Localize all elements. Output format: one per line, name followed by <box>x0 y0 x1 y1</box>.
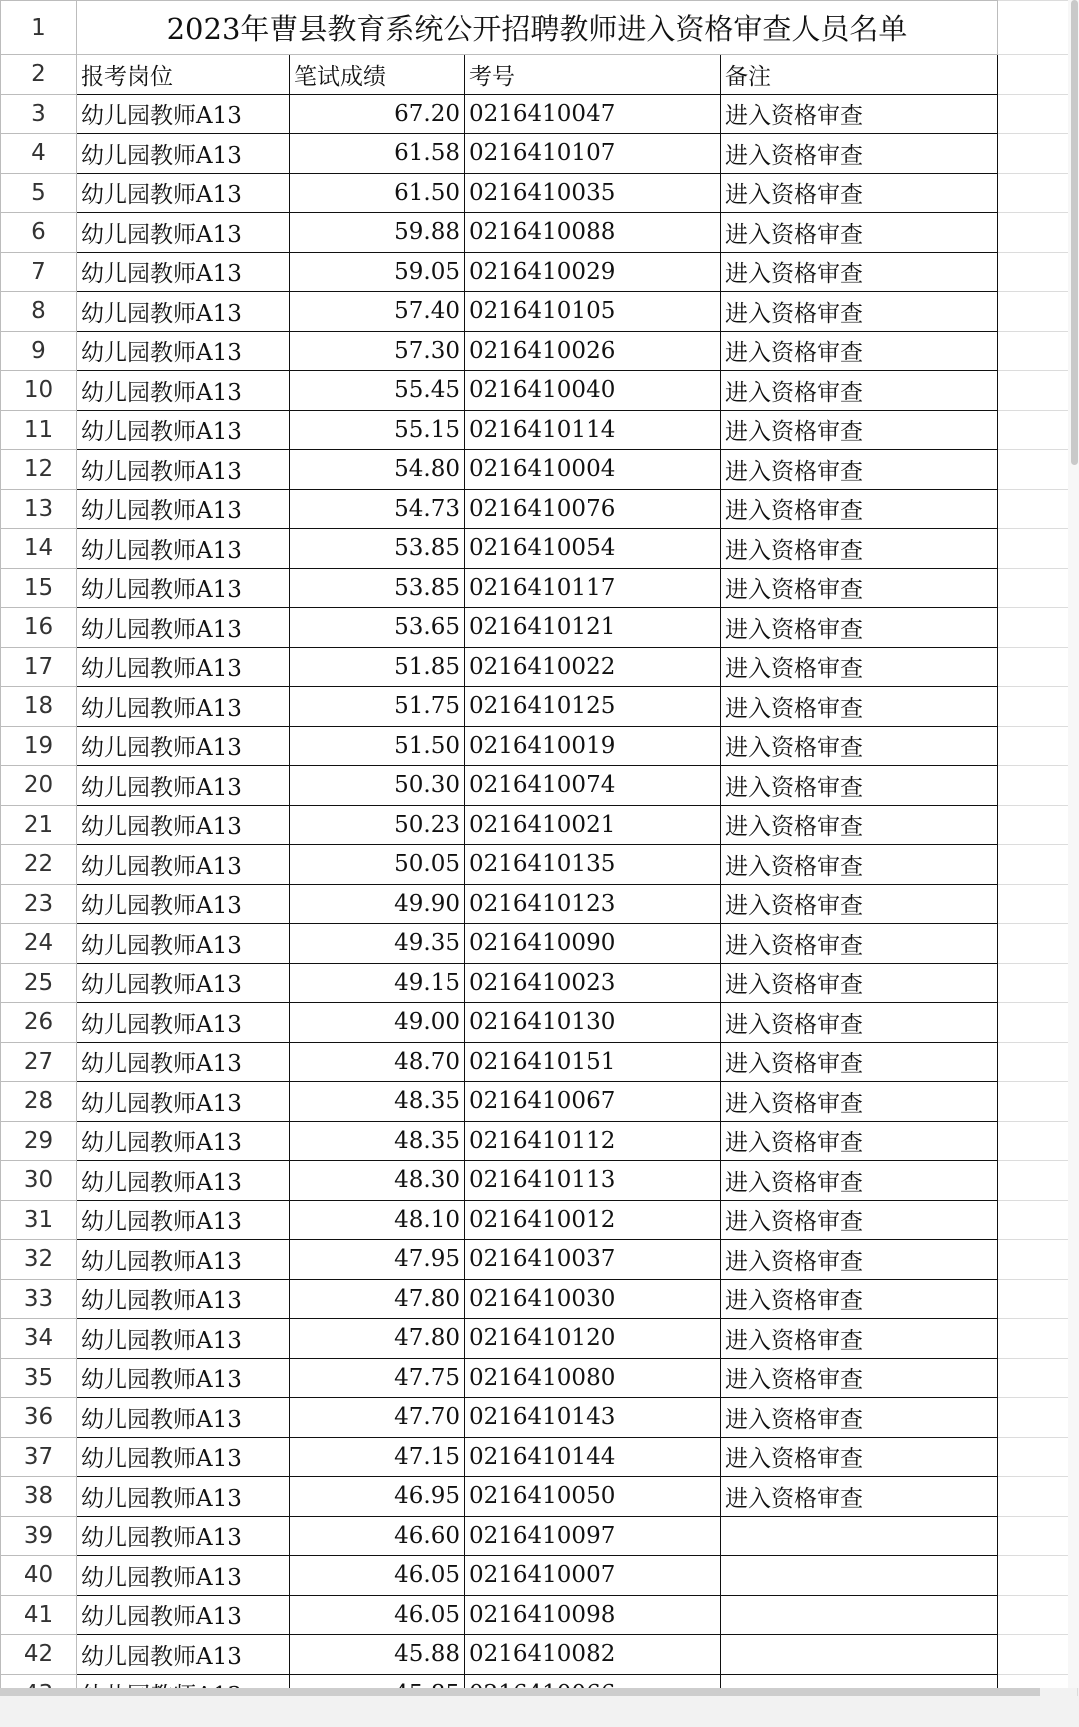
cell-score[interactable]: 48.30 <box>290 1161 465 1201</box>
cell-note[interactable]: 进入资格审查 <box>721 1161 998 1201</box>
cell-position[interactable]: 幼儿园教师A13 <box>77 1516 290 1556</box>
cell-note[interactable]: 进入资格审查 <box>721 687 998 727</box>
row-number[interactable]: 23 <box>1 884 77 924</box>
cell-position[interactable]: 幼儿园教师A13 <box>77 1200 290 1240</box>
cell-note[interactable]: 进入资格审查 <box>721 1240 998 1280</box>
empty-cell[interactable] <box>998 963 1078 1003</box>
cell-position[interactable]: 幼儿园教师A13 <box>77 1319 290 1359</box>
cell-note[interactable]: 进入资格审查 <box>721 568 998 608</box>
cell-note[interactable] <box>721 1556 998 1596</box>
cell-score[interactable]: 59.88 <box>290 213 465 253</box>
cell-note[interactable]: 进入资格审查 <box>721 963 998 1003</box>
table-row <box>1 371 1078 411</box>
table-row <box>1 134 1078 174</box>
cell-score[interactable]: 49.15 <box>290 963 465 1003</box>
cell-score[interactable]: 49.35 <box>290 924 465 964</box>
row-number[interactable]: 26 <box>1 1003 77 1043</box>
empty-cell[interactable] <box>998 647 1078 687</box>
cell-position[interactable]: 幼儿园教师A13 <box>77 1240 290 1280</box>
row-number[interactable]: 25 <box>1 963 77 1003</box>
row-number[interactable]: 30 <box>1 1161 77 1201</box>
cell-score[interactable]: 47.70 <box>290 1398 465 1438</box>
cell-note[interactable]: 进入资格审查 <box>721 845 998 885</box>
row-number[interactable]: 4 <box>1 134 77 174</box>
cell-exam-no[interactable]: 0216410123 <box>465 884 721 924</box>
row-number[interactable]: 20 <box>1 766 77 806</box>
cell-position[interactable]: 幼儿园教师A13 <box>77 963 290 1003</box>
cell-exam-no[interactable]: 0216410035 <box>465 173 721 213</box>
cell-position[interactable]: 幼儿园教师A13 <box>77 1635 290 1675</box>
cell-position[interactable]: 幼儿园教师A13 <box>77 1161 290 1201</box>
cell-score[interactable]: 48.10 <box>290 1200 465 1240</box>
empty-cell[interactable] <box>998 1556 1078 1596</box>
cell-note[interactable]: 进入资格审查 <box>721 410 998 450</box>
row-number[interactable]: 13 <box>1 489 77 529</box>
cell-note[interactable]: 进入资格审查 <box>721 1121 998 1161</box>
cell-position[interactable]: 幼儿园教师A13 <box>77 292 290 332</box>
cell-exam-no[interactable]: 0216410022 <box>465 647 721 687</box>
row-number[interactable]: 14 <box>1 529 77 569</box>
row-number[interactable]: 35 <box>1 1358 77 1398</box>
cell-score[interactable]: 47.15 <box>290 1437 465 1477</box>
table-row <box>1 450 1078 490</box>
cell-exam-no[interactable]: 0216410021 <box>465 805 721 845</box>
cell-note[interactable]: 进入资格审查 <box>721 608 998 648</box>
empty-cell[interactable] <box>998 1516 1078 1556</box>
cell-score[interactable]: 50.30 <box>290 766 465 806</box>
cell-score[interactable]: 47.80 <box>290 1319 465 1359</box>
cell-exam-no[interactable]: 0216410050 <box>465 1477 721 1517</box>
table-row <box>1 1003 1078 1043</box>
row-number[interactable]: 19 <box>1 726 77 766</box>
row-number[interactable]: 1 <box>1 1 77 55</box>
cell-position[interactable]: 幼儿园教师A13 <box>77 213 290 253</box>
table-row <box>1 1082 1078 1122</box>
empty-cell[interactable] <box>998 410 1078 450</box>
cell-score[interactable]: 55.15 <box>290 410 465 450</box>
header-row <box>1 55 1078 95</box>
table-row <box>1 687 1078 727</box>
cell-note[interactable]: 进入资格审查 <box>721 1437 998 1477</box>
cell-note[interactable]: 进入资格审查 <box>721 1082 998 1122</box>
cell-note[interactable]: 进入资格审查 <box>721 252 998 292</box>
table-row <box>1 726 1078 766</box>
cell-exam-no[interactable]: 0216410040 <box>465 371 721 411</box>
cell-note[interactable]: 进入资格审查 <box>721 1358 998 1398</box>
empty-cell[interactable] <box>998 884 1078 924</box>
empty-cell[interactable] <box>998 1319 1078 1359</box>
cell-exam-no[interactable]: 0216410067 <box>465 1082 721 1122</box>
cell-score[interactable]: 47.95 <box>290 1240 465 1280</box>
cell-position[interactable]: 幼儿园教师A13 <box>77 766 290 806</box>
cell-exam-no[interactable]: 0216410151 <box>465 1042 721 1082</box>
cell-position[interactable]: 幼儿园教师A13 <box>77 331 290 371</box>
table-row <box>1 845 1078 885</box>
row-number[interactable]: 40 <box>1 1556 77 1596</box>
empty-cell[interactable] <box>998 1042 1078 1082</box>
table-row <box>1 766 1078 806</box>
cell-note[interactable]: 进入资格审查 <box>721 292 998 332</box>
cell-exam-no[interactable]: 0216410130 <box>465 1003 721 1043</box>
cell-position[interactable]: 幼儿园教师A13 <box>77 1082 290 1122</box>
cell-position[interactable]: 幼儿园教师A13 <box>77 529 290 569</box>
cell-score[interactable]: 57.40 <box>290 292 465 332</box>
table-row <box>1 568 1078 608</box>
cell-exam-no[interactable]: 0216410029 <box>465 252 721 292</box>
cell-score[interactable]: 59.05 <box>290 252 465 292</box>
row-number[interactable]: 24 <box>1 924 77 964</box>
cell-exam-no[interactable]: 0216410023 <box>465 963 721 1003</box>
table-row <box>1 292 1078 332</box>
header-note[interactable]: 备注 <box>721 55 998 95</box>
row-number[interactable]: 7 <box>1 252 77 292</box>
row-number[interactable]: 10 <box>1 371 77 411</box>
cell-score[interactable]: 48.35 <box>290 1082 465 1122</box>
table-row <box>1 1516 1078 1556</box>
table-row <box>1 529 1078 569</box>
table-row <box>1 1161 1078 1201</box>
cell-score[interactable]: 49.90 <box>290 884 465 924</box>
empty-cell[interactable] <box>998 687 1078 727</box>
table-row <box>1 1240 1078 1280</box>
cell-exam-no[interactable]: 0216410054 <box>465 529 721 569</box>
table-row <box>1 1477 1078 1517</box>
cell-exam-no[interactable]: 0216410019 <box>465 726 721 766</box>
cell-exam-no[interactable]: 0216410107 <box>465 134 721 174</box>
cell-position[interactable]: 幼儿园教师A13 <box>77 687 290 727</box>
empty-cell[interactable] <box>998 924 1078 964</box>
cell-exam-no[interactable]: 0216410074 <box>465 766 721 806</box>
row-number[interactable]: 39 <box>1 1516 77 1556</box>
cell-exam-no[interactable]: 0216410117 <box>465 568 721 608</box>
row-number[interactable]: 38 <box>1 1477 77 1517</box>
cell-position[interactable]: 幼儿园教师A13 <box>77 1437 290 1477</box>
empty-cell[interactable] <box>998 568 1078 608</box>
cell-position[interactable]: 幼儿园教师A13 <box>77 647 290 687</box>
cell-score[interactable]: 55.45 <box>290 371 465 411</box>
cell-note[interactable]: 进入资格审查 <box>721 213 998 253</box>
empty-cell[interactable] <box>998 726 1078 766</box>
cell-position[interactable]: 幼儿园教师A13 <box>77 805 290 845</box>
cell-note[interactable] <box>721 1595 998 1635</box>
header-exam-no[interactable]: 考号 <box>465 55 721 95</box>
cell-score[interactable]: 46.05 <box>290 1556 465 1596</box>
cell-score[interactable]: 48.35 <box>290 1121 465 1161</box>
cell-position[interactable]: 幼儿园教师A13 <box>77 173 290 213</box>
sheet-title-cell[interactable]: 2023年曹县教育系统公开招聘教师进入资格审查人员名单 <box>77 1 998 55</box>
cell-score[interactable]: 51.50 <box>290 726 465 766</box>
cell-exam-no[interactable]: 0216410012 <box>465 1200 721 1240</box>
row-number[interactable]: 36 <box>1 1398 77 1438</box>
table-row <box>1 805 1078 845</box>
header-position[interactable]: 报考岗位 <box>77 55 290 95</box>
cell-exam-no[interactable]: 0216410113 <box>465 1161 721 1201</box>
empty-cell[interactable] <box>998 55 1078 95</box>
cell-exam-no[interactable]: 0216410076 <box>465 489 721 529</box>
cell-position[interactable]: 幼儿园教师A13 <box>77 371 290 411</box>
cell-position[interactable]: 幼儿园教师A13 <box>77 845 290 885</box>
cell-score[interactable]: 54.80 <box>290 450 465 490</box>
cell-exam-no[interactable]: 0216410143 <box>465 1398 721 1438</box>
cell-note[interactable]: 进入资格审查 <box>721 489 998 529</box>
cell-exam-no[interactable]: 0216410114 <box>465 410 721 450</box>
cell-exam-no[interactable]: 0216410125 <box>465 687 721 727</box>
cell-note[interactable] <box>721 1516 998 1556</box>
cell-score[interactable]: 51.75 <box>290 687 465 727</box>
cell-note[interactable]: 进入资格审查 <box>721 884 998 924</box>
cell-exam-no[interactable]: 0216410112 <box>465 1121 721 1161</box>
empty-cell[interactable] <box>998 1437 1078 1477</box>
cell-exam-no[interactable]: 0216410007 <box>465 1556 721 1596</box>
row-number[interactable]: 34 <box>1 1319 77 1359</box>
empty-cell[interactable] <box>998 489 1078 529</box>
table-row <box>1 608 1078 648</box>
row-number[interactable]: 33 <box>1 1279 77 1319</box>
row-number[interactable]: 3 <box>1 94 77 134</box>
empty-cell[interactable] <box>998 1635 1078 1675</box>
empty-cell[interactable] <box>998 1161 1078 1201</box>
row-number[interactable]: 5 <box>1 173 77 213</box>
cell-note[interactable]: 进入资格审查 <box>721 1477 998 1517</box>
cell-note[interactable]: 进入资格审查 <box>721 726 998 766</box>
row-number[interactable]: 21 <box>1 805 77 845</box>
row-number[interactable]: 27 <box>1 1042 77 1082</box>
row-number[interactable]: 11 <box>1 410 77 450</box>
horizontal-scrollbar[interactable] <box>0 1688 1040 1696</box>
cell-score[interactable]: 49.00 <box>290 1003 465 1043</box>
row-number[interactable]: 28 <box>1 1082 77 1122</box>
cell-position[interactable]: 幼儿园教师A13 <box>77 1595 290 1635</box>
cell-score[interactable]: 61.58 <box>290 134 465 174</box>
cell-position[interactable]: 幼儿园教师A13 <box>77 134 290 174</box>
cell-score[interactable]: 46.60 <box>290 1516 465 1556</box>
cell-note[interactable]: 进入资格审查 <box>721 331 998 371</box>
cell-exam-no[interactable]: 0216410144 <box>465 1437 721 1477</box>
table-row <box>1 884 1078 924</box>
row-number[interactable]: 18 <box>1 687 77 727</box>
table-row <box>1 1635 1078 1675</box>
empty-cell[interactable] <box>998 1003 1078 1043</box>
cell-score[interactable]: 53.85 <box>290 568 465 608</box>
cell-position[interactable]: 幼儿园教师A13 <box>77 94 290 134</box>
cell-score[interactable]: 53.85 <box>290 529 465 569</box>
cell-note[interactable] <box>721 1635 998 1675</box>
cell-exam-no[interactable]: 0216410097 <box>465 1516 721 1556</box>
empty-cell[interactable] <box>998 608 1078 648</box>
table-row <box>1 1200 1078 1240</box>
cell-note[interactable]: 进入资格审查 <box>721 1200 998 1240</box>
empty-cell[interactable] <box>998 173 1078 213</box>
cell-position[interactable]: 幼儿园教师A13 <box>77 608 290 648</box>
cell-note[interactable]: 进入资格审查 <box>721 805 998 845</box>
table-row <box>1 173 1078 213</box>
cell-note[interactable]: 进入资格审查 <box>721 1042 998 1082</box>
cell-position[interactable]: 幼儿园教师A13 <box>77 1003 290 1043</box>
table-row <box>1 924 1078 964</box>
cell-score[interactable]: 53.65 <box>290 608 465 648</box>
cell-exam-no[interactable]: 0216410037 <box>465 1240 721 1280</box>
table-row <box>1 94 1078 134</box>
empty-cell[interactable] <box>998 252 1078 292</box>
empty-cell[interactable] <box>998 1595 1078 1635</box>
cell-position[interactable]: 幼儿园教师A13 <box>77 924 290 964</box>
cell-position[interactable]: 幼儿园教师A13 <box>77 726 290 766</box>
cell-note[interactable]: 进入资格审查 <box>721 924 998 964</box>
cell-exam-no[interactable]: 0216410120 <box>465 1319 721 1359</box>
row-number[interactable]: 8 <box>1 292 77 332</box>
cell-score[interactable]: 46.95 <box>290 1477 465 1517</box>
row-number[interactable]: 42 <box>1 1635 77 1675</box>
row-number[interactable]: 16 <box>1 608 77 648</box>
cell-score[interactable]: 46.05 <box>290 1595 465 1635</box>
cell-exam-no[interactable]: 0216410047 <box>465 94 721 134</box>
empty-cell[interactable] <box>998 1 1078 55</box>
window-bottom-area <box>0 1696 1079 1727</box>
cell-score[interactable]: 47.80 <box>290 1279 465 1319</box>
cell-score[interactable]: 48.70 <box>290 1042 465 1082</box>
empty-cell[interactable] <box>998 292 1078 332</box>
cell-note[interactable]: 进入资格审查 <box>721 450 998 490</box>
row-number[interactable]: 41 <box>1 1595 77 1635</box>
table-row <box>1 410 1078 450</box>
empty-cell[interactable] <box>998 805 1078 845</box>
table-row <box>1 1358 1078 1398</box>
empty-cell[interactable] <box>998 1477 1078 1517</box>
empty-cell[interactable] <box>998 1398 1078 1438</box>
cell-position[interactable]: 幼儿园教师A13 <box>77 1042 290 1082</box>
cell-note[interactable]: 进入资格审查 <box>721 1003 998 1043</box>
cell-exam-no[interactable]: 0216410098 <box>465 1595 721 1635</box>
cell-note[interactable]: 进入资格审查 <box>721 173 998 213</box>
cell-position[interactable]: 幼儿园教师A13 <box>77 568 290 608</box>
table-row <box>1 1042 1078 1082</box>
empty-cell[interactable] <box>998 1240 1078 1280</box>
table-row <box>1 489 1078 529</box>
cell-position[interactable]: 幼儿园教师A13 <box>77 1477 290 1517</box>
row-number[interactable]: 2 <box>1 55 77 95</box>
empty-cell[interactable] <box>998 450 1078 490</box>
cell-exam-no[interactable]: 0216410030 <box>465 1279 721 1319</box>
cell-position[interactable]: 幼儿园教师A13 <box>77 884 290 924</box>
table-row <box>1 213 1078 253</box>
table-row <box>1 1279 1078 1319</box>
empty-cell[interactable] <box>998 845 1078 885</box>
row-number[interactable]: 32 <box>1 1240 77 1280</box>
cell-score[interactable]: 51.85 <box>290 647 465 687</box>
cell-position[interactable]: 幼儿园教师A13 <box>77 252 290 292</box>
cell-exam-no[interactable]: 0216410121 <box>465 608 721 648</box>
cell-exam-no[interactable]: 0216410004 <box>465 450 721 490</box>
empty-cell[interactable] <box>998 94 1078 134</box>
cell-note[interactable]: 进入资格审查 <box>721 647 998 687</box>
row-number[interactable]: 31 <box>1 1200 77 1240</box>
empty-cell[interactable] <box>998 331 1078 371</box>
table-row <box>1 252 1078 292</box>
cell-exam-no[interactable]: 0216410090 <box>465 924 721 964</box>
empty-cell[interactable] <box>998 371 1078 411</box>
row-number[interactable]: 12 <box>1 450 77 490</box>
empty-cell[interactable] <box>998 1082 1078 1122</box>
cell-exam-no[interactable]: 0216410135 <box>465 845 721 885</box>
table-row <box>1 1121 1078 1161</box>
cell-note[interactable]: 进入资格审查 <box>721 1279 998 1319</box>
row-number[interactable]: 17 <box>1 647 77 687</box>
row-number[interactable]: 29 <box>1 1121 77 1161</box>
cell-note[interactable]: 进入资格审查 <box>721 371 998 411</box>
cell-note[interactable]: 进入资格审查 <box>721 134 998 174</box>
row-number[interactable]: 37 <box>1 1437 77 1477</box>
vertical-scroll-thumb[interactable] <box>1071 0 1078 465</box>
cell-position[interactable]: 幼儿园教师A13 <box>77 489 290 529</box>
row-number[interactable]: 9 <box>1 331 77 371</box>
row-number[interactable]: 15 <box>1 568 77 608</box>
empty-cell[interactable] <box>998 213 1078 253</box>
cell-note[interactable]: 进入资格审查 <box>721 1319 998 1359</box>
cell-exam-no[interactable]: 0216410080 <box>465 1358 721 1398</box>
sheet-row <box>1 1 1078 55</box>
table-row <box>1 1398 1078 1438</box>
cell-score[interactable]: 47.75 <box>290 1358 465 1398</box>
table-row <box>1 1556 1078 1596</box>
table-row <box>1 331 1078 371</box>
cell-score[interactable]: 57.30 <box>290 331 465 371</box>
cell-score[interactable]: 61.50 <box>290 173 465 213</box>
cell-note[interactable]: 进入资格审查 <box>721 94 998 134</box>
cell-score[interactable]: 67.20 <box>290 94 465 134</box>
table-row <box>1 647 1078 687</box>
table-row <box>1 1437 1078 1477</box>
cell-exam-no[interactable]: 0216410082 <box>465 1635 721 1675</box>
cell-exam-no[interactable]: 0216410026 <box>465 331 721 371</box>
cell-position[interactable]: 幼儿园教师A13 <box>77 450 290 490</box>
cell-note[interactable]: 进入资格审查 <box>721 529 998 569</box>
cell-exam-no[interactable]: 0216410088 <box>465 213 721 253</box>
header-score[interactable]: 笔试成绩 <box>290 55 465 95</box>
cell-exam-no[interactable]: 0216410105 <box>465 292 721 332</box>
empty-cell[interactable] <box>998 1358 1078 1398</box>
empty-cell[interactable] <box>998 766 1078 806</box>
empty-cell[interactable] <box>998 1121 1078 1161</box>
cell-position[interactable]: 幼儿园教师A13 <box>77 410 290 450</box>
cell-position[interactable]: 幼儿园教师A13 <box>77 1398 290 1438</box>
empty-cell[interactable] <box>998 1279 1078 1319</box>
row-number[interactable]: 6 <box>1 213 77 253</box>
empty-cell[interactable] <box>998 1200 1078 1240</box>
row-number[interactable]: 22 <box>1 845 77 885</box>
table-row <box>1 1319 1078 1359</box>
cell-note[interactable]: 进入资格审查 <box>721 1398 998 1438</box>
table-row <box>1 1595 1078 1635</box>
cell-score[interactable]: 50.05 <box>290 845 465 885</box>
cell-position[interactable]: 幼儿园教师A13 <box>77 1556 290 1596</box>
cell-position[interactable]: 幼儿园教师A13 <box>77 1279 290 1319</box>
cell-position[interactable]: 幼儿园教师A13 <box>77 1358 290 1398</box>
cell-note[interactable]: 进入资格审查 <box>721 766 998 806</box>
cell-score[interactable]: 54.73 <box>290 489 465 529</box>
empty-cell[interactable] <box>998 529 1078 569</box>
empty-cell[interactable] <box>998 134 1078 174</box>
cell-score[interactable]: 45.88 <box>290 1635 465 1675</box>
cell-score[interactable]: 50.23 <box>290 805 465 845</box>
cell-position[interactable]: 幼儿园教师A13 <box>77 1121 290 1161</box>
table-row <box>1 963 1078 1003</box>
